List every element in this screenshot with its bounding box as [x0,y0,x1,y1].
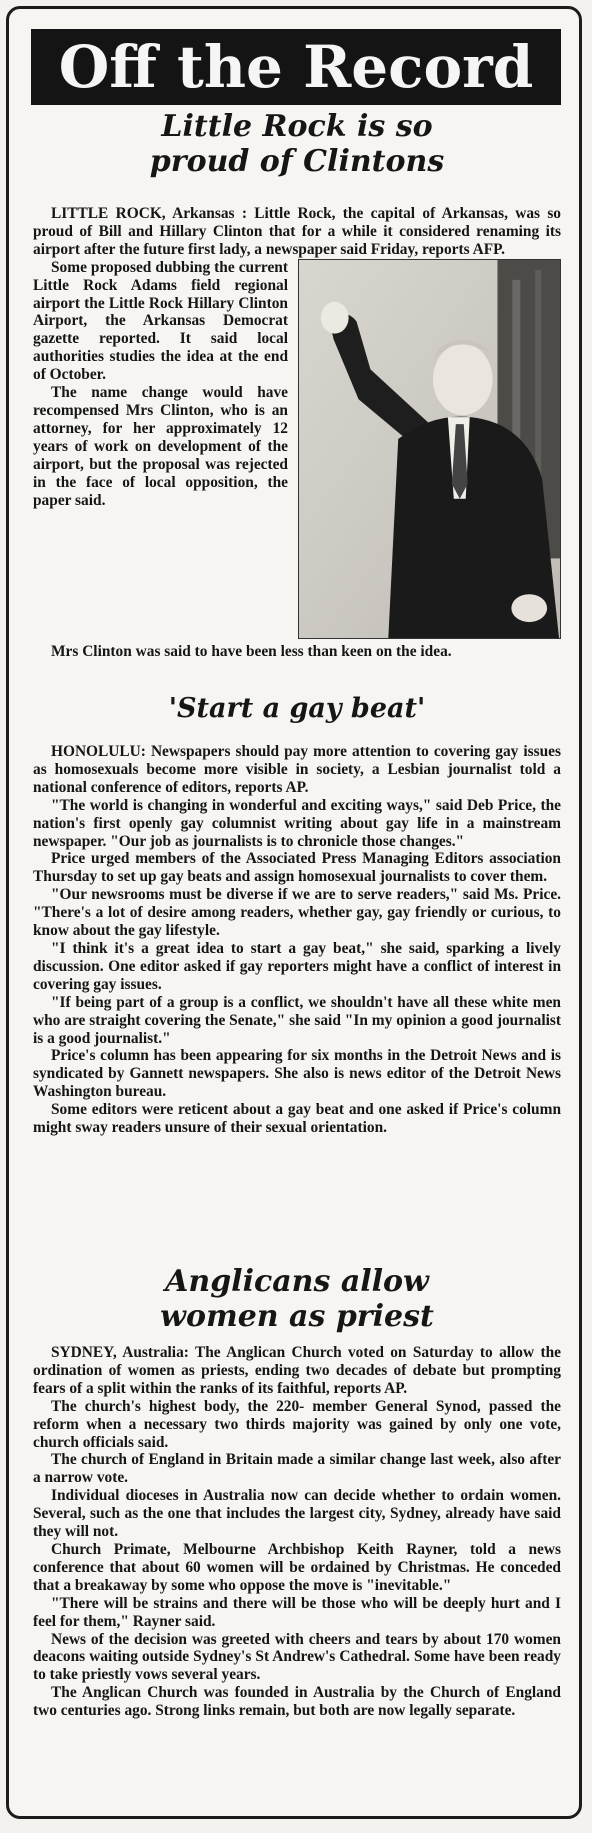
story3-paragraph: "There will be strains and there will be those who will be deeply hurt and I feel for them," Rayner said. [33,1594,561,1630]
column-banner: Off the Record [31,29,561,105]
story3-paragraph: The Anglican Church was founded in Australia by the Church of England two centuries ago. Strong links remain, but both are now legally separate. [33,1684,561,1720]
story1-paragraph: LITTLE ROCK, Arkansas : Little Rock, the capital of Arkansas, was so proud of Bill and Hillary Clinton that for a while it considered renaming its airport after the future first lady, a newspaper said Friday, reports AFP. [33,205,562,258]
story1-dateline: LITTLE ROCK, Arkansas : [51,205,255,222]
story3-headline-line1: Anglicans allow [165,1264,429,1299]
story2-dateline: HONOLULU: [51,743,151,760]
story2-paragraph: Price's column has been appearing for six months in the Detroit News and is syndicated by Gannett newspapers. She also is news editor of the Detroit News Washington bureau. [33,1047,561,1101]
story2-paragraph: "If being part of a group is a conflict, we shouldn't have all these white men who are straight covering the Senate," she said "In my opinion a good journalist is a good journalist." [33,993,561,1047]
photo-image [299,260,560,638]
story3-paragraph: SYDNEY, Australia: The Anglican Church voted on Saturday to allow the ordination of women as priests, ending two decades of debate but prompting fears of a split within the ranks of its faithful, reports AP. [33,1344,561,1397]
story2-paragraph: HONOLULU: Newspapers should pay more attention to covering gay issues as homosexuals become more visible in society, a Lesbian journalist told a national conference of editors, reports AP. [33,743,561,796]
story3-headline [33,1264,561,1335]
story3-paragraph: Church Primate, Melbourne Archbishop Keith Rayner, told a news conference that about 60 women will be ordained by Christmas. He conceded that a breakaway by some who oppose the move is "inevitable." [33,1540,561,1594]
story2-paragraph: Some editors were reticent about a gay beat and one asked if Price's column might sway readers unsure of their sexual orientation. [33,1101,561,1137]
story1-paragraph: Some proposed dubbing the current Little Rock Adams field regional airport the Little Rock Hillary Clinton Airport, the Arkansas Democrat gazette reported. It said local authorities studies the idea at the end of October. [33,258,288,384]
story1-paragraph: The name change would have recompensed Mrs Clinton, who is an attorney, for her approximately 12 years of work on development of the airport, but the proposal was rejected in the face of local opposition, the paper said. [33,384,288,509]
story2-headline: 'Start a gay beat' [168,693,426,724]
newspaper-clipping [6,6,582,1819]
story3-paragraph: The church's highest body, the 220- member General Synod, passed the reform when a necessary two thirds majority was gained by only one vote, church officials said. [33,1397,561,1451]
story2-paragraph: Price urged members of the Associated Press Managing Editors association Thursday to set up gay beats and assign homosexual journalists to cover them. [33,850,561,886]
story3-paragraph: The church of England in Britain made a similar change last week, also after a narrow vote. [33,1451,561,1487]
story1-headline-line1: Little Rock is so [161,109,433,144]
story2-paragraph: "The world is changing in wonderful and exciting ways," said Deb Price, the nation's first openly gay columnist writing about gay life in a mainstream newspaper. "Our job as journalists is to chronicle those changes." [33,796,561,850]
story1-headline [33,109,561,180]
story3-paragraph: Individual dioceses in Australia now can decide whether to ordain women. Several, such as the one that includes the largest city, Sydney, already have said they will not. [33,1487,561,1541]
clinton-waving-photo [298,259,561,639]
story2-body [33,743,561,1137]
story3-headline-line2: women as priest [160,1299,434,1335]
story3-body [33,1344,561,1720]
story1-headline-line2: proud of Clintons [149,144,445,180]
story2-paragraph: "I think it's a great idea to start a gay beat," she said, sparking a lively discussion. One editor asked if gay reporters might have a conflict of interest in covering gay issues. [33,939,561,993]
story2-paragraph: "Our newsrooms must be diverse if we are to serve readers," said Ms. Price. "There's a lot of desire among readers, whether gay, gay friendly or curious, to know about the gay lifestyle. [33,886,561,940]
story3-dateline: SYDNEY, Australia: [51,1344,195,1361]
story3-paragraph: News of the decision was greeted with cheers and tears by about 170 women deacons waiting outside Sydney's St Andrew's Cathedral. Some have been ready to take priestly vows several years. [33,1630,561,1684]
story1-paragraph: Mrs Clinton was said to have been less than keen on the idea. [51,642,452,660]
story1-body [33,205,561,661]
